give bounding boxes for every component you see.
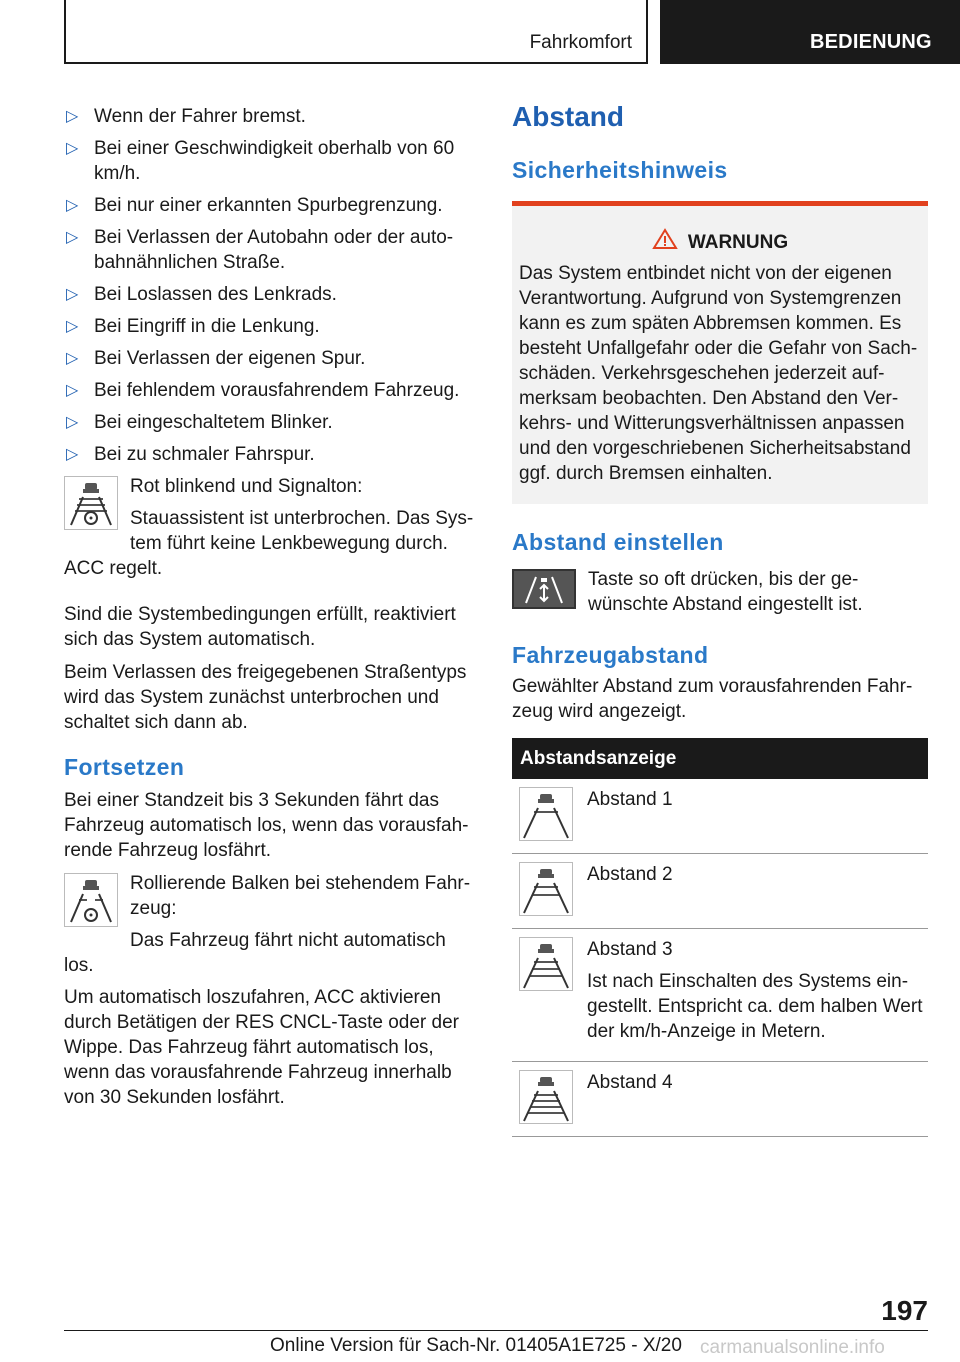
distance-4-icon xyxy=(519,1070,573,1124)
left-column xyxy=(64,104,476,1118)
warning-text: Das System entbindet nicht von der eigenen Verantwortung. Aufgrund von Systemgrenzen kann es zum späten Abbremsen kommen. Es besteht Unfallgefahr oder die Gefahr von Sach-schäden. Verkehrsgeschehen jederzeit auf-merksam beobachten. Den Abstand den Ver-kehrs- und Witterungsverhältnissen anpassen und den vorgeschriebenen Sicherheitsabstand ggf. durch Bremsen einhalten. xyxy=(519,263,918,484)
list-item: ▷ Bei zu schmaler Fahrspur. xyxy=(66,444,315,465)
warning-header xyxy=(519,228,921,257)
paragraph: Beim Verlassen des freigegebenen Straßentyps wird das System zunächst unterbrochen und schaltet sich dann ab. xyxy=(64,662,467,733)
paragraph: Gewählter Abstand zum vorausfahrenden Fahr-zeug wird angezeigt. xyxy=(512,676,913,722)
header-frame xyxy=(64,0,648,64)
triangle-bullet-icon: ▷ xyxy=(66,108,79,125)
paragraph: Bei einer Standzeit bis 3 Sekunden fährt das Fahrzeug automatisch los, wenn das vorausfah-rende Fahrzeug losfährt. xyxy=(64,790,469,861)
table-row xyxy=(512,1062,928,1137)
icon-text-1: Rot blinkend und Signalton: xyxy=(130,476,363,497)
section-title: Fahrkomfort xyxy=(529,32,632,53)
triangle-bullet-icon: ▷ xyxy=(66,197,79,214)
list-item: ▷ Bei Verlassen der Autobahn oder der auto-bahnähnlichen Straße. xyxy=(66,227,454,273)
distance-label: Abstand 4 xyxy=(587,1072,673,1093)
adjust-text: Taste so oft drücken, bis der ge-wünschte Abstand eingestellt ist. xyxy=(588,569,863,615)
icon-paragraph-red-blink xyxy=(64,474,476,588)
icon-text-2: Das Fahrzeug fährt nicht automatisch los. xyxy=(64,930,446,976)
paragraph: Um automatisch loszufahren, ACC aktivieren durch Betätigen der RES CNCL-Taste oder der Wippe. Das Fahrzeug fährt automatisch los, wenn das vorausfahrende Fahrzeug innerhalb von 30 Sekunden losfährt. xyxy=(64,987,459,1108)
triangle-bullet-icon: ▷ xyxy=(66,318,79,335)
chapter-title: BEDIENUNG xyxy=(660,0,960,64)
list-item: ▷ Bei nur einer erkannten Spurbegrenzung. xyxy=(66,195,443,216)
list-item: ▷ Wenn der Fahrer bremst. xyxy=(66,106,306,127)
triangle-bullet-icon: ▷ xyxy=(66,446,79,463)
distance-label: Abstand 2 xyxy=(587,864,673,885)
distance-2-icon xyxy=(519,862,573,916)
steering-assist-warning-icon xyxy=(64,476,118,530)
distance-label: Abstand 3 xyxy=(587,939,673,960)
condition-list xyxy=(64,104,476,467)
distance-1-icon xyxy=(519,787,573,841)
section-heading-fortsetzen: Fortsetzen xyxy=(64,754,185,780)
icon-paragraph-rolling-bars xyxy=(64,871,476,985)
triangle-bullet-icon: ▷ xyxy=(66,140,79,157)
steering-assist-standby-icon xyxy=(64,873,118,927)
distance-3-icon xyxy=(519,937,573,991)
table-row xyxy=(512,929,928,1062)
list-item: ▷ Bei eingeschaltetem Blinker. xyxy=(66,412,333,433)
distance-note: Ist nach Einschalten des Systems ein-gestellt. Entspricht ca. dem halben Wert der km/h-Anzeige in Metern. xyxy=(587,971,923,1042)
list-item: ▷ Bei Verlassen der eigenen Spur. xyxy=(66,348,366,369)
distance-display-table xyxy=(512,738,928,1137)
watermark: carmanualsonline.info xyxy=(700,1337,885,1358)
footer-divider xyxy=(64,1330,928,1331)
warning-box xyxy=(512,201,928,504)
right-column xyxy=(512,100,928,1137)
distance-button-icon xyxy=(512,569,576,609)
list-item: ▷ Bei fehlendem vorausfahrendem Fahrzeug. xyxy=(66,380,460,401)
triangle-bullet-icon: ▷ xyxy=(66,286,79,303)
table-header: Abstandsanzeige xyxy=(512,738,928,779)
triangle-bullet-icon: ▷ xyxy=(66,350,79,367)
footer-online-version: Online Version für Sach-Nr. 01405A1E725 - X/20 xyxy=(270,1335,682,1356)
warning-label: WARNUNG xyxy=(687,232,789,253)
triangle-bullet-icon: ▷ xyxy=(66,382,79,399)
table-row xyxy=(512,854,928,929)
icon-text-2: Stauassistent ist unterbrochen. Das Sys-tem führt keine Lenkbewegung durch. ACC regelt. xyxy=(64,508,474,579)
list-item: ▷ Bei Loslassen des Lenkrads. xyxy=(66,284,337,305)
distance-label: Abstand 1 xyxy=(587,789,673,810)
list-item: ▷ Bei einer Geschwindigkeit oberhalb von 60 km/h. xyxy=(66,138,455,184)
page-number: 197 xyxy=(881,1295,928,1326)
page-title: Abstand xyxy=(512,101,624,132)
table-row xyxy=(512,779,928,854)
list-item: ▷ Bei Eingriff in die Lenkung. xyxy=(66,316,320,337)
section-heading-safety: Sicherheitshinweis xyxy=(512,157,728,183)
triangle-bullet-icon: ▷ xyxy=(66,414,79,431)
distance-key-row xyxy=(512,567,928,617)
icon-text-1: Rollierende Balken bei stehendem Fahr-zeug: xyxy=(130,873,471,919)
section-heading-adjust: Abstand einstellen xyxy=(512,529,724,555)
warning-triangle-icon xyxy=(652,228,678,257)
triangle-bullet-icon: ▷ xyxy=(66,229,79,246)
section-heading-vehicle-distance: Fahrzeugabstand xyxy=(512,642,709,668)
paragraph: Sind die Systembedingungen erfüllt, reaktiviert sich das System automatisch. xyxy=(64,604,456,650)
